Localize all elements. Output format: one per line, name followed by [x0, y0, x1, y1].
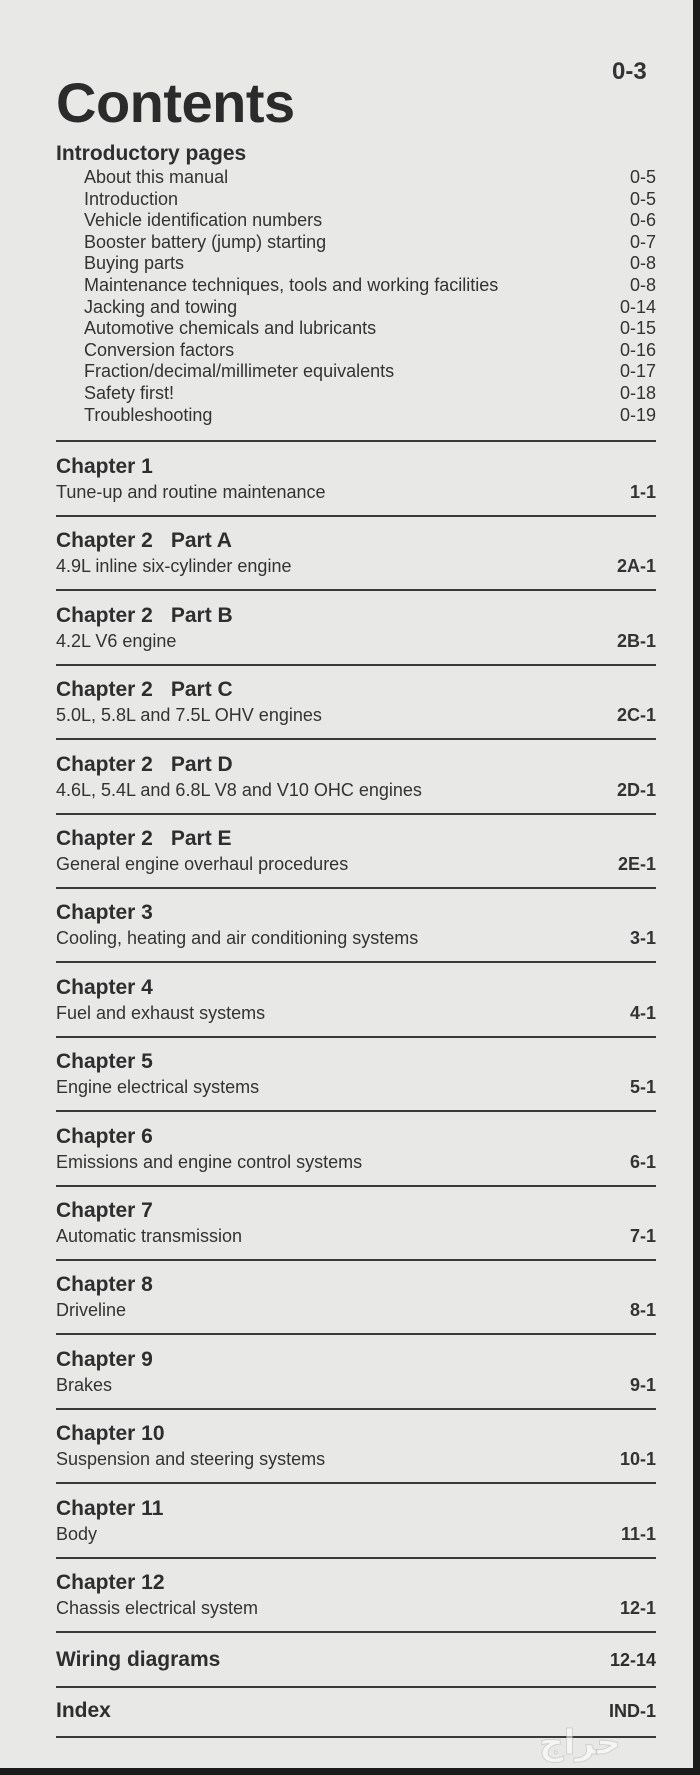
intro-item-page: 0-15: [619, 318, 656, 339]
divider: [56, 1482, 656, 1484]
chapter-title: Chassis electrical system: [56, 1598, 259, 1618]
chapter-line: [56, 778, 656, 802]
chapter-heading: [56, 1347, 656, 1373]
intro-item[interactable]: [84, 275, 656, 297]
chapter-line: [56, 1001, 656, 1025]
chapter-page: 4-1: [629, 1002, 656, 1023]
chapter-entry[interactable]: [56, 1272, 656, 1322]
intro-item-page: 0-5: [629, 167, 656, 187]
chapter-title: General engine overhaul procedures: [56, 854, 349, 874]
intro-item[interactable]: [84, 232, 656, 254]
chapter-entry[interactable]: [56, 752, 656, 802]
chapter-heading: [56, 826, 656, 852]
chapter-heading: [56, 1496, 656, 1522]
chapter-heading: [56, 1198, 656, 1224]
intro-item-label: Troubleshooting: [84, 404, 213, 425]
index-page: IND-1: [608, 1701, 656, 1721]
chapter-entry[interactable]: [56, 1124, 656, 1174]
chapter-line: [56, 703, 656, 727]
chapter-number: Chapter 11: [56, 1496, 164, 1520]
chapter-title: 5.0L, 5.8L and 7.5L OHV engines: [56, 705, 322, 726]
chapter-entry[interactable]: [56, 603, 656, 653]
chapter-part: Part B: [170, 603, 233, 627]
chapter-page: 8-1: [629, 1300, 656, 1321]
intro-item-page: 0-18: [619, 382, 656, 403]
divider: [56, 664, 656, 666]
chapter-page: 2B-1: [616, 630, 656, 651]
chapter-number: Chapter 2: [56, 752, 153, 776]
intro-item[interactable]: [84, 210, 656, 232]
divider: [56, 813, 656, 815]
divider: [56, 1333, 656, 1335]
chapter-title: 4.9L inline six-cylinder engine: [56, 556, 292, 577]
divider: [56, 440, 656, 442]
chapter-number: Chapter 10: [56, 1422, 165, 1446]
chapter-heading: [56, 975, 656, 1001]
chapter-page: 7-1: [629, 1226, 656, 1246]
chapter-page: 12-1: [619, 1598, 656, 1618]
chapter-number: Chapter 2: [56, 678, 153, 702]
intro-heading: Introductory pages: [56, 142, 247, 165]
chapter-title: 4.2L V6 engine: [56, 630, 177, 651]
divider: [56, 1036, 656, 1038]
chapter-number: Chapter 2: [56, 529, 153, 553]
intro-item[interactable]: [84, 318, 656, 340]
chapter-entry[interactable]: [56, 1496, 656, 1546]
chapter-number: Chapter 4: [56, 975, 153, 999]
chapter-page: 1-1: [629, 482, 656, 502]
intro-item-label: Fraction/decimal/millimeter equivalents: [84, 361, 395, 382]
chapter-page: 2D-1: [616, 779, 656, 800]
watermark-logo: [480, 1720, 680, 1764]
index-label: Index: [56, 1699, 111, 1722]
intro-item[interactable]: [84, 253, 656, 275]
intro-item-page: 0-6: [629, 210, 656, 231]
divider: [56, 589, 656, 591]
chapter-entry[interactable]: [56, 677, 656, 727]
chapter-entry[interactable]: [56, 528, 656, 578]
divider: [56, 1686, 656, 1688]
intro-item-page: 0-19: [619, 404, 656, 425]
chapter-heading: [56, 900, 656, 926]
divider: [56, 738, 656, 740]
chapter-page: 9-1: [629, 1374, 656, 1395]
chapter-heading: [56, 677, 656, 703]
intro-item-page: 0-8: [629, 253, 656, 274]
chapter-number: Chapter 3: [56, 901, 153, 925]
intro-item[interactable]: [84, 383, 656, 405]
chapter-title: Fuel and exhaust systems: [56, 1002, 266, 1023]
intro-item[interactable]: [84, 405, 656, 427]
chapter-number: Chapter 7: [56, 1199, 153, 1222]
chapter-title: Tune-up and routine maintenance: [56, 482, 326, 502]
wiring-diagrams-page: 12-14: [609, 1650, 656, 1670]
page-number: 0-3: [612, 58, 647, 85]
intro-item-label: Vehicle identification numbers: [84, 210, 323, 231]
chapter-entry[interactable]: [56, 975, 656, 1025]
intro-item-label: Conversion factors: [84, 339, 235, 360]
chapter-line: [56, 926, 656, 950]
intro-item-label: Automotive chemicals and lubricants: [84, 318, 377, 339]
chapter-number: Chapter 8: [56, 1273, 153, 1297]
chapter-title: Brakes: [56, 1374, 113, 1395]
chapter-line: [56, 480, 656, 504]
divider: [56, 1110, 656, 1112]
divider: [56, 961, 656, 963]
chapter-heading: [56, 752, 656, 778]
chapter-line: [56, 1150, 656, 1174]
chapter-title: Suspension and steering systems: [56, 1449, 326, 1470]
chapter-entry[interactable]: [56, 900, 656, 950]
chapter-heading: [56, 1124, 656, 1150]
chapter-heading: [56, 1570, 656, 1596]
chapter-heading: [56, 1421, 656, 1447]
chapter-page: 10-1: [619, 1449, 656, 1470]
chapter-part: Part E: [170, 827, 232, 850]
chapter-title: Automatic transmission: [56, 1226, 243, 1246]
chapter-part: Part A: [170, 529, 232, 553]
page-title: Contents: [56, 71, 295, 134]
wiring-diagrams-entry[interactable]: [56, 1648, 656, 1672]
intro-item-label: Buying parts: [84, 253, 185, 274]
divider: [56, 1185, 656, 1187]
chapter-line: [56, 1298, 656, 1322]
chapter-title: Engine electrical systems: [56, 1077, 260, 1098]
wiring-diagrams-label: Wiring diagrams: [56, 1648, 221, 1671]
intro-item[interactable]: [84, 189, 656, 211]
chapter-line: [56, 1447, 656, 1471]
chapter-entry[interactable]: [56, 454, 656, 504]
divider: [56, 887, 656, 889]
chapter-part: Part D: [170, 752, 233, 776]
intro-item-page: 0-17: [619, 361, 656, 382]
chapter-page: 11-1: [620, 1523, 656, 1544]
chapter-heading: [56, 1272, 656, 1298]
chapter-page: 2C-1: [616, 705, 656, 726]
chapter-line: [56, 852, 656, 876]
chapter-title: Cooling, heating and air conditioning systems: [56, 928, 419, 949]
intro-item[interactable]: [84, 167, 656, 189]
chapter-part: Part C: [170, 678, 233, 702]
chapter-entry[interactable]: [56, 1347, 656, 1397]
intro-item[interactable]: [84, 340, 656, 362]
chapter-heading: [56, 603, 656, 629]
chapter-page: 2E-1: [617, 854, 656, 874]
chapter-line: [56, 1075, 656, 1099]
intro-item-page: 0-8: [629, 274, 656, 295]
chapter-page: 6-1: [629, 1151, 656, 1172]
intro-item[interactable]: [84, 297, 656, 319]
chapter-number: Chapter 6: [56, 1124, 153, 1148]
chapter-entry[interactable]: [56, 1421, 656, 1471]
intro-item-label: Maintenance techniques, tools and working facilities: [84, 274, 499, 295]
chapter-line: [56, 629, 656, 653]
chapter-title: Body: [56, 1523, 98, 1544]
chapter-line: [56, 554, 656, 578]
chapter-line: [56, 1596, 656, 1620]
intro-item-label: About this manual: [84, 167, 229, 187]
chapter-entry[interactable]: [56, 1198, 656, 1248]
chapter-line: [56, 1224, 656, 1248]
divider: [56, 1557, 656, 1559]
chapter-heading: [56, 454, 656, 480]
chapter-title: Driveline: [56, 1300, 127, 1321]
chapter-entry[interactable]: [56, 1049, 656, 1099]
intro-item-label: Booster battery (jump) starting: [84, 231, 327, 252]
chapter-page: 2A-1: [616, 556, 656, 577]
intro-item-page: 0-16: [619, 339, 656, 360]
chapter-number: Chapter 1: [56, 455, 153, 478]
chapter-entry[interactable]: [56, 1570, 656, 1620]
intro-item-page: 0-14: [619, 296, 656, 317]
divider: [56, 1259, 656, 1261]
watermark-text: حراج: [539, 1723, 621, 1763]
chapter-page: 5-1: [629, 1077, 656, 1098]
intro-list: [84, 167, 656, 426]
chapter-title: 4.6L, 5.4L and 6.8L V8 and V10 OHC engines: [56, 779, 422, 800]
chapter-number: Chapter 9: [56, 1347, 153, 1371]
chapter-heading: [56, 528, 656, 554]
chapter-line: [56, 1522, 656, 1546]
intro-item-page: 0-5: [629, 188, 656, 209]
divider: [56, 515, 656, 517]
intro-item-label: Safety first!: [84, 382, 175, 403]
chapter-entry[interactable]: [56, 826, 656, 876]
chapter-heading: [56, 1049, 656, 1075]
intro-item[interactable]: [84, 361, 656, 383]
chapter-title: Emissions and engine control systems: [56, 1151, 363, 1172]
intro-item-page: 0-7: [629, 231, 656, 252]
intro-item-label: Introduction: [84, 188, 179, 209]
intro-item-label: Jacking and towing: [84, 296, 238, 317]
chapter-number: Chapter 12: [56, 1571, 165, 1594]
chapter-page: 3-1: [629, 928, 656, 949]
chapter-number: Chapter 5: [56, 1050, 153, 1074]
chapter-number: Chapter 2: [56, 603, 153, 627]
chapter-number: Chapter 2: [56, 827, 153, 850]
divider: [56, 1408, 656, 1410]
chapter-line: [56, 1373, 656, 1397]
divider: [56, 1631, 656, 1633]
